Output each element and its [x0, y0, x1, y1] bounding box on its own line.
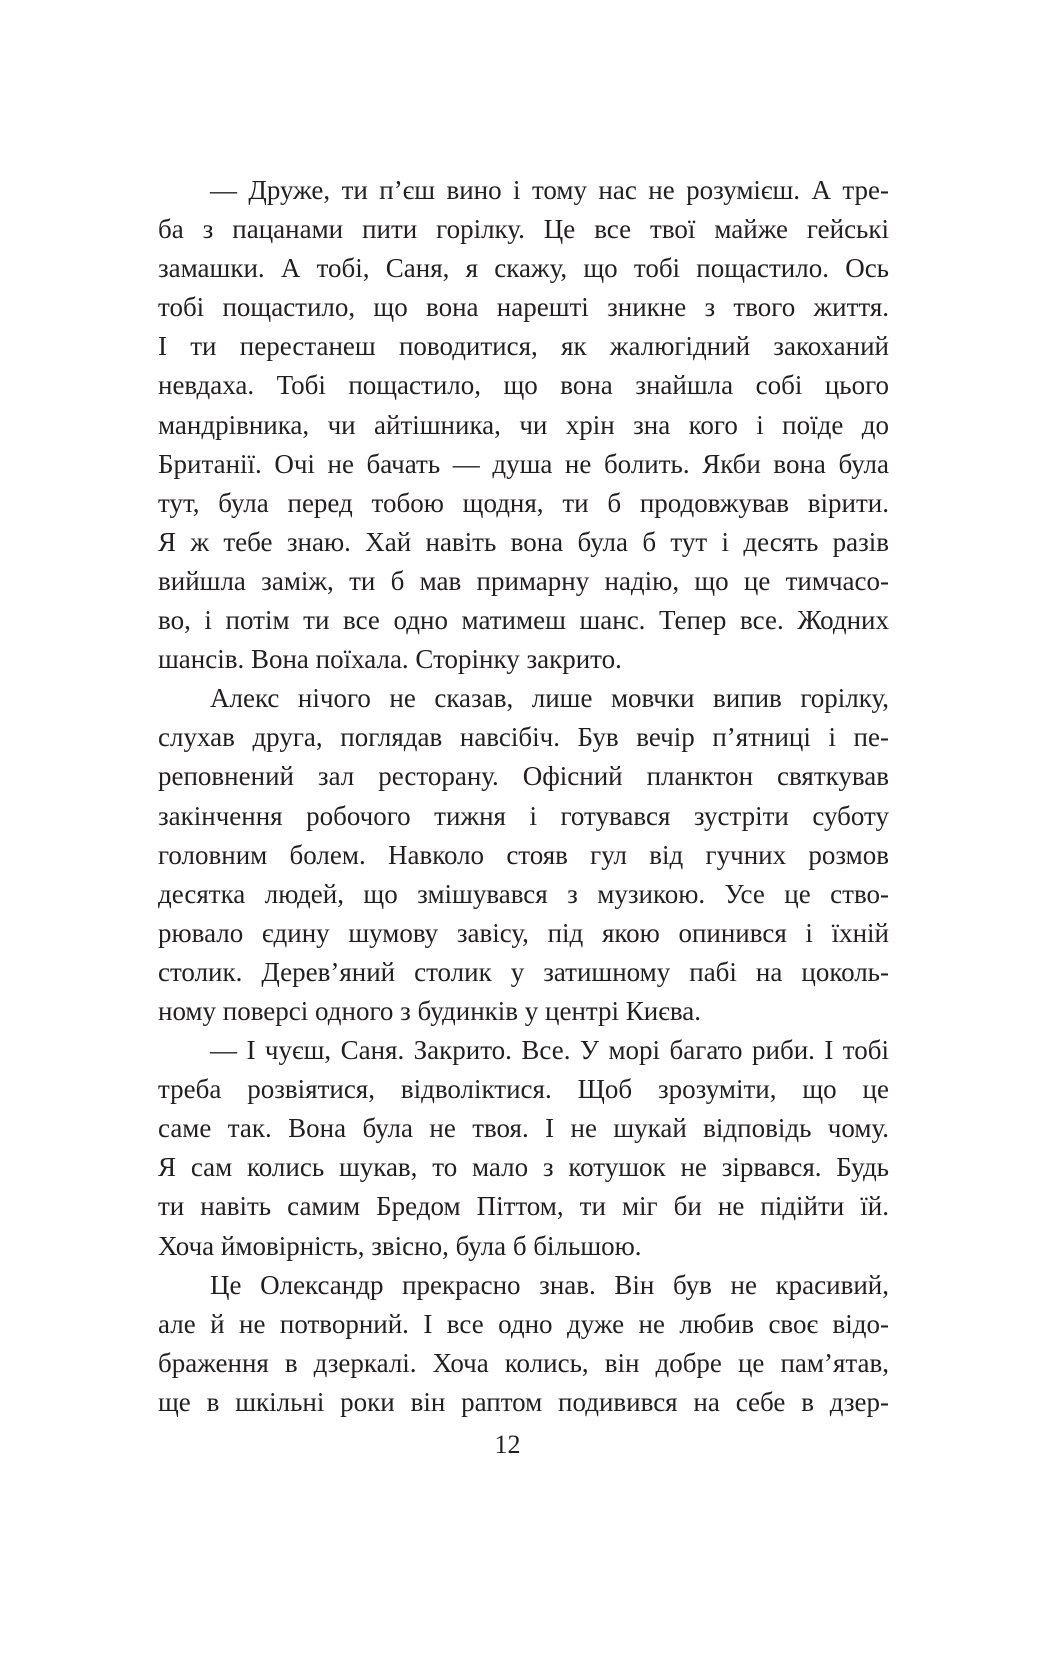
text-line: але й не потворний. І все одно дуже не любив своє відо-	[158, 1308, 889, 1339]
text-line: — Друже, ти п’єш вино і тому нас не розумієш. А тре-	[210, 175, 889, 205]
text-line: вийшла заміж, ти б мав примарну надію, що це тимчасо-	[158, 565, 889, 596]
text-line: Я ж тебе знаю. Хай навіть вона була б тут і десять разів	[158, 526, 889, 557]
text-line: Я сам колись шукав, то мало з котушок не зірвався. Будь	[158, 1152, 889, 1183]
text-line: замашки. А тобі, Саня, я скажу, що тобі пощастило. Ось	[158, 253, 889, 284]
text-line: невдаха. Тобі пощастило, що вона знайшла собі цього	[158, 370, 889, 401]
text-line: браження в дзеркалі. Хоча колись, він добре це пам’ятав,	[158, 1347, 889, 1378]
text-line: Це Олександр прекрасно знав. Він був не красивий,	[210, 1269, 889, 1300]
text-line: треба розвіятися, відволіктися. Щоб зрозуміти, що це	[158, 1074, 889, 1105]
text-line: І ти перестанеш поводитися, як жалюгідний закоханий	[158, 331, 889, 362]
text-line: Алекс нічого не сказав, лише мовчки випив горілку,	[210, 683, 889, 714]
text-line: ти навіть самим Бредом Піттом, ти міг би не підійти їй.	[158, 1191, 889, 1222]
text-line: десятка людей, що змішувався з музикою. Усе це ство-	[158, 878, 889, 909]
book-page-body	[158, 171, 889, 1422]
text-line: Хоча ймовірність, звісно, була б більшою.	[158, 1230, 642, 1261]
text-line: слухав друга, поглядав навсібіч. Був вечір п’ятниці і пе-	[158, 722, 889, 753]
text-line: рювало єдину шумову завісу, під якою опинився і їхній	[158, 917, 889, 948]
text-line: саме так. Вона була не твоя. І не шукай відповідь чому.	[158, 1113, 889, 1144]
text-line: тут, була перед тобою щодня, ти б продовжував вірити.	[158, 487, 889, 518]
text-line: мандрівника, чи айтішника, чи хрін зна кого і поїде до	[158, 409, 889, 440]
text-line: реповнений зал ресторану. Офісний планктон святкував	[158, 761, 889, 792]
text-line: ще в шкільні роки він раптом подивився на себе в дзер-	[158, 1386, 889, 1417]
page-number: 12	[494, 1430, 521, 1459]
text-line: столик. Дерев’яний столик у затишному пабі на цоколь-	[158, 956, 889, 987]
paragraph	[158, 171, 889, 679]
text-line: Британії. Очі не бачать — душа не болить. Якби вона була	[158, 448, 889, 479]
text-line: тобі пощастило, що вона нарешті зникне з твого життя.	[158, 292, 889, 323]
text-line: во, і потім ти все одно матимеш шанс. Тепер все. Жодних	[158, 605, 889, 636]
text-line: головним болем. Навколо стояв гул від гучних розмов	[158, 839, 889, 870]
paragraph	[158, 1031, 889, 1266]
text-line: ба з пацанами пити горілку. Це все твої майже гейські	[158, 214, 889, 245]
paragraph	[158, 679, 889, 1031]
text-line: шансів. Вона поїхала. Сторінку закрито.	[158, 644, 622, 675]
text-line: закінчення робочого тижня і готувався зустріти суботу	[158, 800, 889, 831]
text-line: ному поверсі одного з будинків у центрі Києва.	[158, 995, 701, 1026]
text-line: — І чуєш, Саня. Закрито. Все. У морі багато риби. І тобі	[210, 1035, 889, 1066]
paragraph	[158, 1266, 889, 1422]
